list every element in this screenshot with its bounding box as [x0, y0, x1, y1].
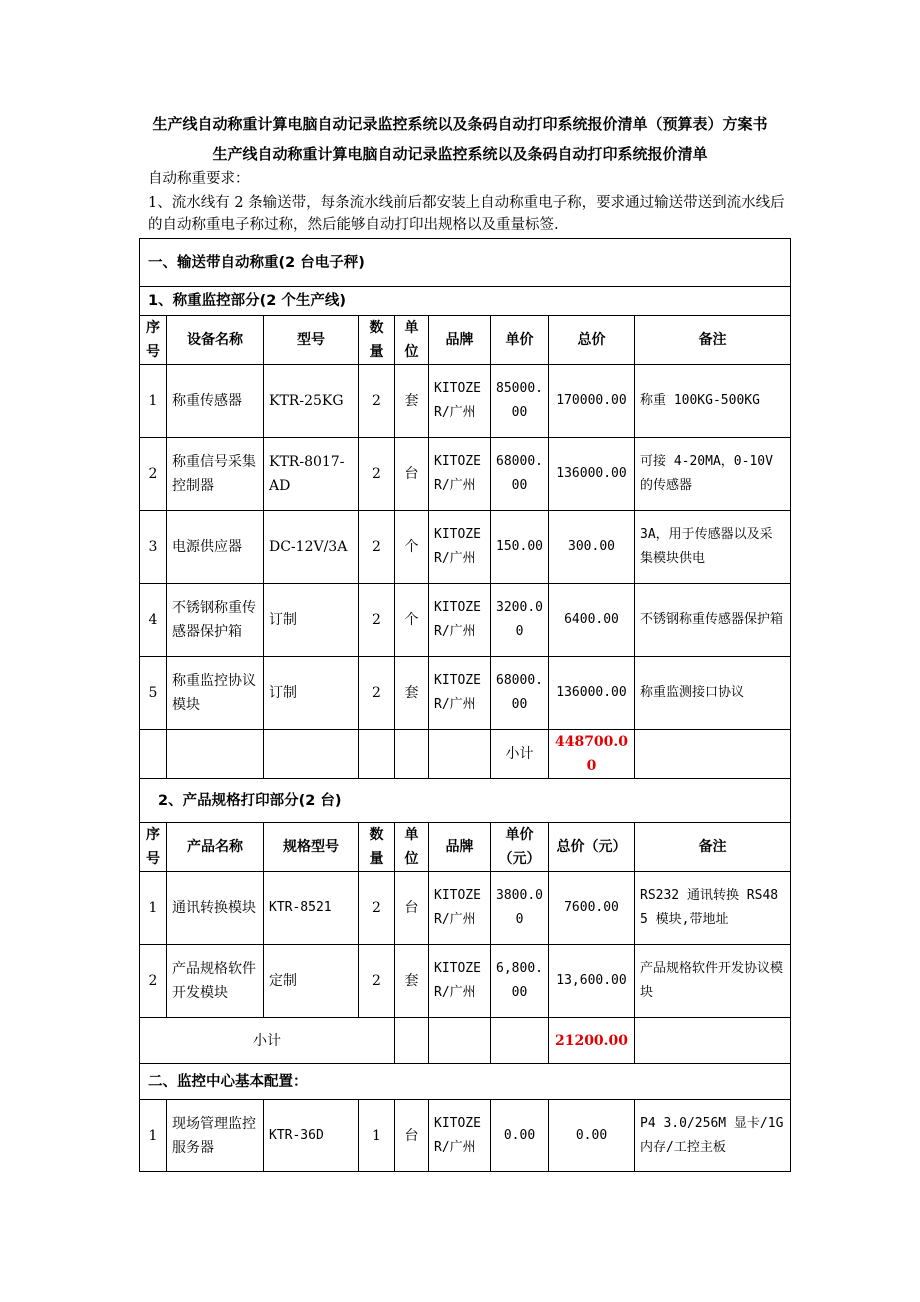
column-header: 备注 — [635, 823, 791, 872]
subtotal-value: 448700.00 — [549, 730, 635, 779]
empty-cell — [167, 730, 264, 779]
empty-cell — [635, 730, 791, 779]
cell-brand: KITOZER/广州 — [429, 945, 491, 1018]
empty-cell — [140, 730, 167, 779]
document-subtitle: 生产线自动称重计算电脑自动记录监控系统以及条码自动打印系统报价清单 — [212, 145, 708, 163]
cell-no: 1 — [140, 1100, 167, 1172]
column-header: 序号 — [140, 316, 167, 365]
cell-total: 13,600.00 — [549, 945, 635, 1018]
empty-cell — [429, 1018, 491, 1064]
cell-no: 2 — [140, 438, 167, 511]
cell-note: 3A，用于传感器以及采集模块供电 — [635, 511, 791, 584]
cell-name: 通讯转换模块 — [167, 872, 264, 945]
part-two-title-label: 2、产品规格打印部分(2 台) — [140, 779, 791, 823]
cell-model: 订制 — [264, 584, 359, 657]
column-header: 规格型号 — [264, 823, 359, 872]
column-header: 序号 — [140, 823, 167, 872]
table-header-row — [140, 316, 791, 365]
cell-total: 170000.00 — [549, 365, 635, 438]
cell-name: 产品规格软件开发模块 — [167, 945, 264, 1018]
cell-name: 电源供应器 — [167, 511, 264, 584]
column-header: 数量 — [359, 316, 395, 365]
cell-brand: KITOZER/广州 — [429, 657, 491, 730]
cell-total: 136000.00 — [549, 657, 635, 730]
empty-cell — [429, 730, 491, 779]
cell-total: 0.00 — [549, 1100, 635, 1172]
cell-note: 称重监测接口协议 — [635, 657, 791, 730]
cell-note: 可接 4-20MA，0-10V 的传感器 — [635, 438, 791, 511]
cell-unit: 套 — [395, 657, 429, 730]
cell-note: RS232 通讯转换 RS485 模块,带地址 — [635, 872, 791, 945]
subtotal-label: 小计 — [140, 1018, 395, 1064]
column-header: 单价（元） — [491, 823, 549, 872]
part-two-title — [140, 779, 791, 823]
empty-cell — [395, 730, 429, 779]
cell-unit: 台 — [395, 438, 429, 511]
empty-cell — [359, 730, 395, 779]
column-header: 单位 — [395, 823, 429, 872]
cell-price: 3200.00 — [491, 584, 549, 657]
section-two-title-label: 二、监控中心基本配置： — [140, 1064, 791, 1100]
empty-cell — [635, 1018, 791, 1064]
section-two-title — [140, 1064, 791, 1100]
cell-total: 300.00 — [549, 511, 635, 584]
subtotal-row — [140, 1018, 791, 1064]
cell-no: 1 — [140, 872, 167, 945]
part-one-title-label: 1、称重监控部分(2 个生产线) — [140, 287, 791, 316]
cell-no: 2 — [140, 945, 167, 1018]
cell-no: 1 — [140, 365, 167, 438]
cell-brand: KITOZER/广州 — [429, 438, 491, 511]
cell-qty: 2 — [359, 872, 395, 945]
column-header: 品牌 — [429, 823, 491, 872]
cell-qty: 2 — [359, 945, 395, 1018]
cell-no: 4 — [140, 584, 167, 657]
cell-name: 称重传感器 — [167, 365, 264, 438]
intro-heading: 自动称重要求： — [148, 171, 250, 187]
cell-note: 称重 100KG-500KG — [635, 365, 791, 438]
cell-name: 不锈钢称重传感器保护箱 — [167, 584, 264, 657]
cell-unit: 个 — [395, 584, 429, 657]
table-header-row — [140, 823, 791, 872]
document-title: 生产线自动称重计算电脑自动记录监控系统以及条码自动打印系统报价清单（预算表）方案书 — [152, 115, 768, 133]
empty-cell — [491, 1018, 549, 1064]
cell-price: 3800.00 — [491, 872, 549, 945]
column-header: 单位 — [395, 316, 429, 365]
cell-price: 85000.00 — [491, 365, 549, 438]
cell-qty: 2 — [359, 365, 395, 438]
column-header: 品牌 — [429, 316, 491, 365]
cell-unit: 台 — [395, 872, 429, 945]
cell-qty: 1 — [359, 1100, 395, 1172]
cell-brand: KITOZER/广州 — [429, 1100, 491, 1172]
column-header: 数量 — [359, 823, 395, 872]
cell-brand: KITOZER/广州 — [429, 872, 491, 945]
cell-brand: KITOZER/广州 — [429, 511, 491, 584]
column-header: 备注 — [635, 316, 791, 365]
cell-price: 150.00 — [491, 511, 549, 584]
cell-price: 68000.00 — [491, 438, 549, 511]
cell-unit: 套 — [395, 945, 429, 1018]
table-row — [140, 438, 791, 511]
quote-table-body — [140, 239, 791, 1172]
cell-name: 现场管理监控服务器 — [167, 1100, 264, 1172]
cell-unit: 台 — [395, 1100, 429, 1172]
column-header: 设备名称 — [167, 316, 264, 365]
empty-cell — [395, 1018, 429, 1064]
cell-total: 6400.00 — [549, 584, 635, 657]
cell-price: 68000.00 — [491, 657, 549, 730]
column-header: 总价 — [549, 316, 635, 365]
quote-table — [139, 238, 791, 1172]
cell-price: 6,800.00 — [491, 945, 549, 1018]
cell-qty: 2 — [359, 511, 395, 584]
cell-brand: KITOZER/广州 — [429, 365, 491, 438]
table-row — [140, 365, 791, 438]
cell-price: 0.00 — [491, 1100, 549, 1172]
column-header: 单价 — [491, 316, 549, 365]
cell-no: 5 — [140, 657, 167, 730]
intro-text: 1、流水线有 2 条输送带，每条流水线前后都安装上自动称重电子称，要求通过输送带送到流水线后的自动称重电子称过称，然后能够自动打印出规格以及重量标签. — [148, 195, 785, 233]
subtotal-value: 21200.00 — [549, 1018, 635, 1064]
part-one-title — [140, 287, 791, 316]
cell-note: 不锈钢称重传感器保护箱 — [635, 584, 791, 657]
cell-model: 订制 — [264, 657, 359, 730]
cell-model: KTR-36D — [264, 1100, 359, 1172]
cell-brand: KITOZER/广州 — [429, 584, 491, 657]
column-header: 总价（元） — [549, 823, 635, 872]
cell-model: KTR-8521 — [264, 872, 359, 945]
cell-model: 定制 — [264, 945, 359, 1018]
cell-note: P4 3.0/256M 显卡/1G 内存/工控主板 — [635, 1100, 791, 1172]
cell-unit: 个 — [395, 511, 429, 584]
cell-qty: 2 — [359, 584, 395, 657]
table-row — [140, 657, 791, 730]
cell-note: 产品规格软件开发协议模块 — [635, 945, 791, 1018]
cell-qty: 2 — [359, 657, 395, 730]
table-row — [140, 1100, 791, 1172]
column-header: 型号 — [264, 316, 359, 365]
section-one-title — [140, 239, 791, 287]
cell-name: 称重信号采集控制器 — [167, 438, 264, 511]
cell-total: 136000.00 — [549, 438, 635, 511]
subtotal-row — [140, 730, 791, 779]
subtotal-label: 小计 — [491, 730, 549, 779]
cell-model: KTR-25KG — [264, 365, 359, 438]
table-row — [140, 945, 791, 1018]
cell-name: 称重监控协议模块 — [167, 657, 264, 730]
table-row — [140, 511, 791, 584]
column-header: 产品名称 — [167, 823, 264, 872]
cell-model: DC-12V/3A — [264, 511, 359, 584]
cell-model: KTR-8017-AD — [264, 438, 359, 511]
cell-no: 3 — [140, 511, 167, 584]
section-one-title-label: 一、输送带自动称重(2 台电子秤) — [140, 239, 791, 287]
empty-cell — [264, 730, 359, 779]
cell-qty: 2 — [359, 438, 395, 511]
table-row — [140, 584, 791, 657]
cell-total: 7600.00 — [549, 872, 635, 945]
table-row — [140, 872, 791, 945]
cell-unit: 套 — [395, 365, 429, 438]
